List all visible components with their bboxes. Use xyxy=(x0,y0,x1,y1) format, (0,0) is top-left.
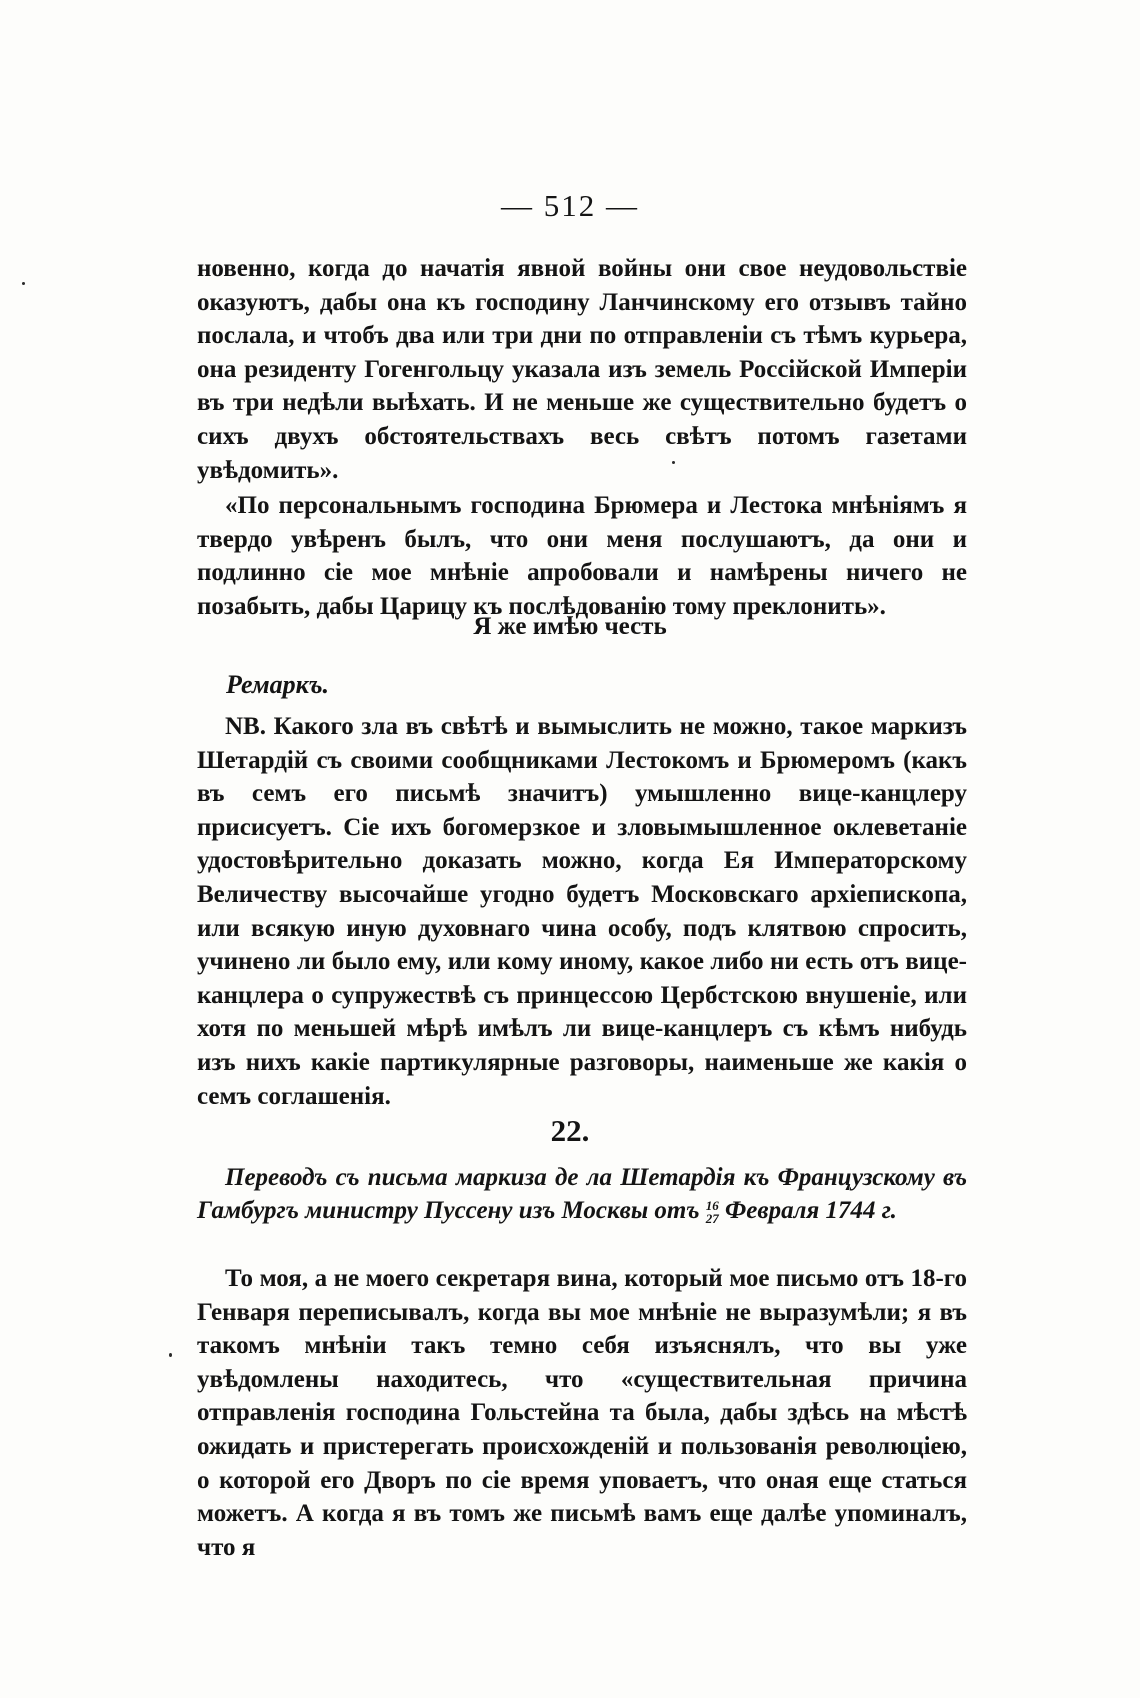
opening-text xyxy=(197,252,967,624)
date-denominator: 27 xyxy=(705,1211,719,1227)
letter-block xyxy=(197,1262,967,1564)
paragraph-quote: «По персональнымъ господина Брюмера и Лестока мнѣніямъ я твердо увѣренъ былъ, что они меня послушаютъ, да они и подлинно сіе мое мнѣніе апробовали и намѣрены ничего не позабыть, дабы Царицу къ послѣдованію тому преклонить». xyxy=(197,492,967,620)
paragraph-continuation: новенно, когда до начатія явной войны они свое неудовольствіе оказуютъ, дабы она къ господину Ланчинскому его отзывъ тайно послала, и чтобъ два или три дни по отправленіи съ тѣмъ курьера, она резиденту Гогенгольцу указала изъ земель Россійской Имперіи въ три недѣли выѣхать. И не меньше же существительно будетъ о сихъ двухъ обстоятельствахъ весь свѣтъ потомъ газетами увѣдомить». xyxy=(197,255,967,484)
remark-heading: Ремаркъ. xyxy=(226,670,330,699)
document-title-date: Февраля 1744 г. xyxy=(725,1197,897,1224)
date-fraction xyxy=(706,1199,719,1225)
remark-block xyxy=(197,710,967,1113)
section-number: 22. xyxy=(550,1113,590,1148)
scan-speck xyxy=(672,461,675,464)
closing-line: Я же имѣю честь xyxy=(473,613,667,640)
letter-paragraph: То моя, а не моего секретаря вина, который мое письмо отъ 18-го Генваря переписывалъ, когда вы мое мнѣніе не выразумѣли; я въ такомъ мнѣніи такъ темно себя изъяснялъ, что вы уже увѣдомлены находитесь, что «существительная причина отправленія господина Гольстейна та была, дабы здѣсь на мѣстѣ ожидать и пристерегать происхожденій и пользованія революціею, о которой его Дворъ по сіе время уповаетъ, что оная еще статься можетъ. А когда я въ томъ же письмѣ вамъ еще далѣе упоминалъ, что я xyxy=(197,1265,967,1561)
scan-speck xyxy=(22,282,25,285)
page-number: — 512 — xyxy=(501,188,639,223)
date-numerator: 16 xyxy=(705,1198,719,1214)
document-title-main: Переводъ съ письма маркиза де ла Шетардія къ Французскому въ Гамбургъ министру Пуссену изъ Москвы отъ xyxy=(197,1164,967,1224)
remark-paragraph: NB. Какого зла въ свѣтѣ и вымыслить не можно, такое маркизъ Шетардій съ своими сообщниками Лестокомъ и Брюмеромъ (какъ въ семъ его письмѣ значитъ) умышленно вице-канцлеру присисуетъ. Сіе ихъ богомерзкое и зловымышленное оклеветаніе удостовѣрительно доказать можно, когда Ея Императорскому Величеству высочайше угодно будетъ Московскаго архіепископа, или всякую иную духовнаго чина особу, подъ клятвою спросить, учинено ли было ему, или кому иному, какое либо ни есть отъ вице-канцлера о супружествѣ съ принцессою Цербстскою внушеніе, или хотя по меньшей мѣрѣ имѣлъ ли вице-канцлеръ съ кѣмъ нибудь изъ нихъ какіе партикулярные разговоры, наименьше же какія о семъ соглашенія. xyxy=(197,713,967,1110)
scan-speck xyxy=(169,1353,172,1357)
document-title xyxy=(197,1161,967,1227)
